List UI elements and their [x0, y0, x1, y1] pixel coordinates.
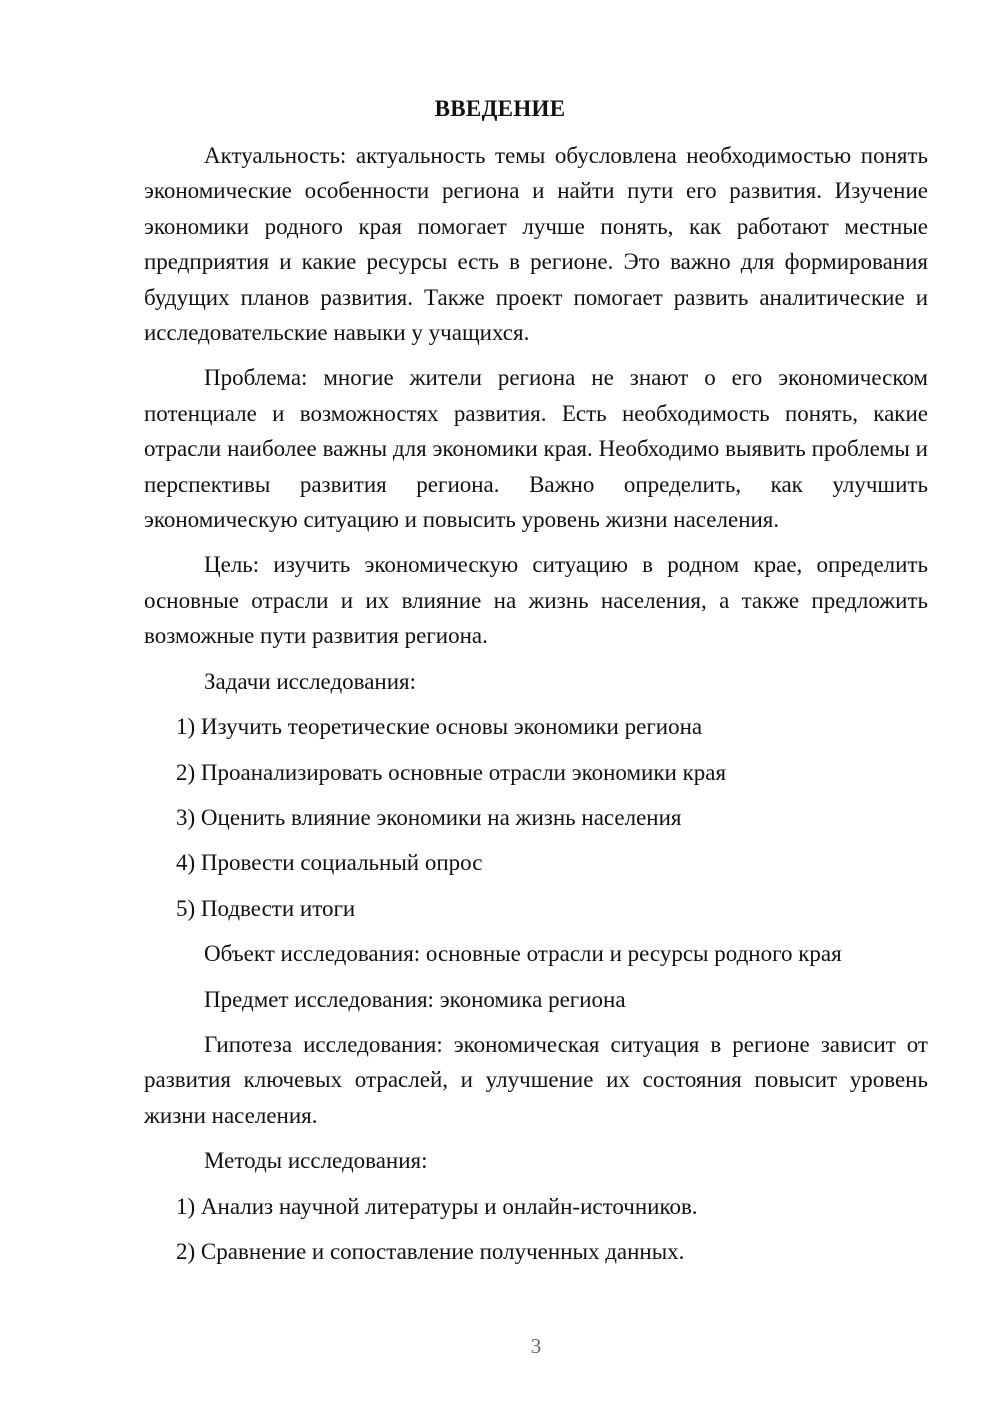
page-title: ВВЕДЕНИЕ [434, 96, 566, 121]
method-item: 2) Сравнение и сопоставление полученных данных. [176, 1238, 685, 1264]
hypothesis-paragraph: Гипотеза исследования: экономическая ситуация в регионе зависит от развития ключевых отраслей, и улучшение их состояния повысит уровень жизни населения. [144, 1031, 928, 1128]
relevance-paragraph: Актуальность: актуальность темы обусловлена необходимостью понять экономические особенности региона и найти пути его развития. Изучение экономики родного края помогает лучше понять, как работают местные предприятия и какие ресурсы есть в регионе. Это важно для формирования будущих планов развития. Также проект помогает развить аналитические и исследовательские навыки у учащихся. [144, 143, 928, 346]
subject-paragraph: Предмет исследования: экономика региона [204, 986, 626, 1012]
object-paragraph: Объект исследования: основные отрасли и ресурсы родного края [204, 941, 842, 967]
task-item: 1) Изучить теоретические основы экономики региона [176, 714, 703, 740]
task-item: 3) Оценить влияние экономики на жизнь населения [176, 804, 682, 830]
task-item: 4) Провести социальный опрос [176, 850, 483, 876]
document-body [144, 138, 928, 1279]
method-item: 1) Анализ научной литературы и онлайн-источников. [176, 1193, 698, 1219]
task-item: 5) Подвести итоги [176, 895, 356, 921]
methods-heading: Методы исследования: [204, 1148, 428, 1174]
goal-paragraph: Цель: изучить экономическую ситуацию в родном крае, определить основные отрасли и их влияние на жизнь населения, а также предложить возможные пути развития региона. [144, 552, 928, 649]
tasks-heading: Задачи исследования: [204, 668, 417, 694]
page-number: 3 [530, 1334, 542, 1358]
task-item: 2) Проанализировать основные отрасли экономики края [176, 759, 727, 785]
problem-paragraph: Проблема: многие жители региона не знают о его экономическом потенциале и возможностях развития. Есть необходимость понять, какие отрасли наиболее важны для экономики края. Необходимо выявить проблемы и перспективы развития региона. Важно определить, как улучшить экономическую ситуацию и повысить уровень жизни населения. [144, 365, 928, 533]
